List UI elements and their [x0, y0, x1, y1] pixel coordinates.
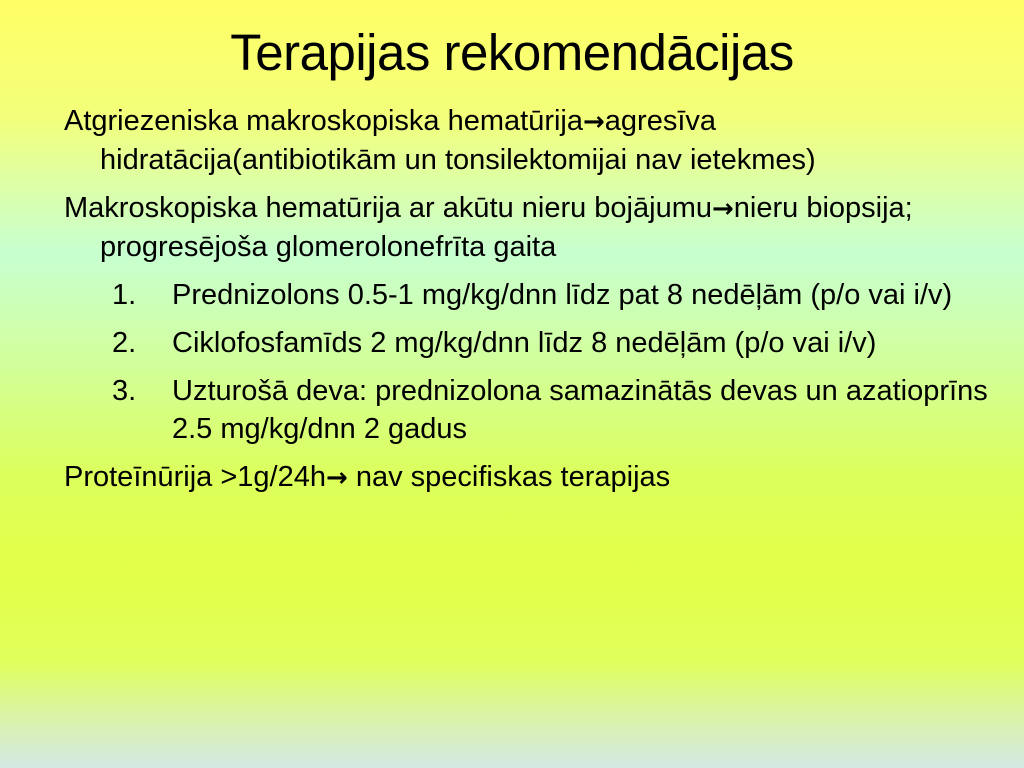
- right-arrow-icon: →: [583, 107, 605, 137]
- paragraph-proteinuria: [64, 458, 994, 497]
- paragraph-text-after: nav specifiskas terapijas: [347, 461, 671, 493]
- slide-title: Terapijas rekomendācijas: [230, 24, 794, 81]
- list-item-text: Uzturošā deva: prednizolona samazinātās devas un azatioprīns 2.5 mg/kg/dnn 2 gadus: [172, 375, 988, 445]
- paragraph-acute-kidney-injury: [64, 189, 994, 266]
- paragraph-text-after: agresīva hidratācija(antibiotikām un tonsilektomijai nav ietekmes): [100, 105, 816, 176]
- list-item: [64, 276, 994, 314]
- right-arrow-icon: →: [711, 194, 734, 224]
- paragraph-reversible-hematuria: [64, 102, 994, 179]
- slide-content: [64, 102, 994, 507]
- right-arrow-icon: →: [326, 463, 348, 493]
- list-item: [64, 372, 994, 448]
- paragraph-text-before: Makroskopiska hematūrija ar akūtu nieru bojājumu: [64, 192, 712, 224]
- list-item-number: 1.: [112, 279, 137, 311]
- list-item-number: 2.: [112, 327, 137, 359]
- paragraph-text-after: nieru biopsija; progresējoša glomerolonefrīta gaita: [100, 192, 913, 263]
- list-item-number: 3.: [112, 375, 137, 407]
- list-item: [64, 324, 994, 362]
- list-item-text: Prednizolons 0.5-1 mg/kg/dnn līdz pat 8 nedēļām (p/o vai i/v): [172, 279, 953, 311]
- paragraph-text-before: Atgriezeniska makroskopiska hematūrija: [64, 105, 583, 137]
- list-item-text: Ciklofosfamīds 2 mg/kg/dnn līdz 8 nedēļām (p/o vai i/v): [172, 327, 877, 359]
- treatment-list: [64, 276, 994, 448]
- paragraph-text-before: Proteīnūrija >1g/24h: [64, 461, 326, 493]
